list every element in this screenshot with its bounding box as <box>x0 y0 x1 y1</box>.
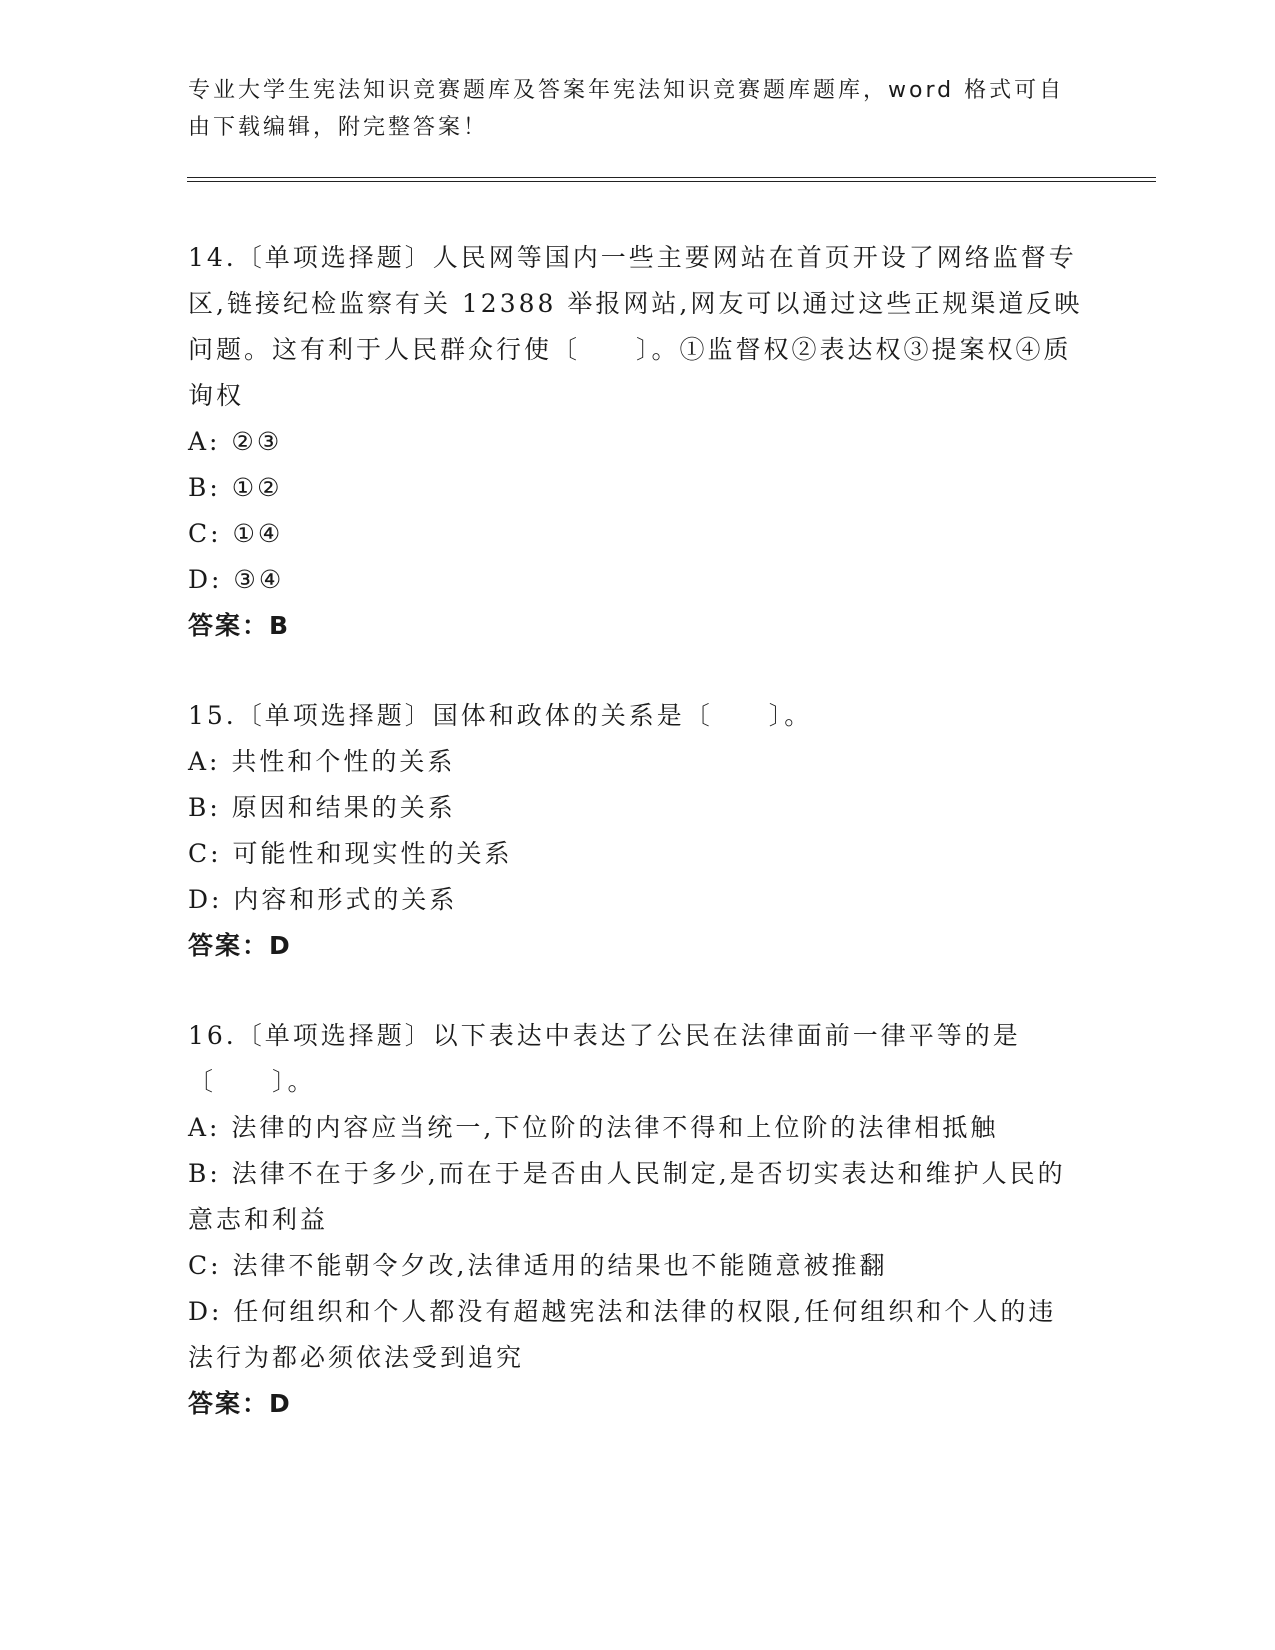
question-text: 16.〔单项选择题〕以下表达中表达了公民在法律面前一律平等的是〔 〕。 <box>188 1021 1021 1096</box>
option-a: A: 法律的内容应当统一,下位阶的法律不得和上位阶的法律相抵触 <box>188 1113 999 1142</box>
page-header: 专业大学生宪法知识竞赛题库及答案年宪法知识竞赛题库题库，word 格式可自由下载编辑，附完整答案！ <box>188 78 1065 140</box>
option-b: B: 法律不在于多少,而在于是否由人民制定,是否切实表达和维护人民的意志和利益 <box>188 1159 1066 1234</box>
option-d: D: 内容和形式的关系 <box>188 885 458 914</box>
answer: 答案：D <box>188 1389 292 1418</box>
question-16 <box>188 1013 1083 1427</box>
question-list <box>188 235 1083 1427</box>
question-14 <box>188 235 1083 649</box>
option-c: C: 法律不能朝令夕改,法律适用的结果也不能随意被推翻 <box>188 1251 888 1280</box>
option-c: C: ①④ <box>188 519 284 548</box>
option-d: D: ③④ <box>188 565 285 594</box>
answer: 答案：B <box>188 611 291 640</box>
option-c: C: 可能性和现实性的关系 <box>188 839 513 868</box>
question-text: 14.〔单项选择题〕人民网等国内一些主要网站在首页开设了网络监督专区,链接纪检监察有关 12388 举报网站,网友可以通过这些正规渠道反映问题。这有利于人民群众行使〔 〕。①监督权②表达权③提案权④质询权 <box>188 243 1083 410</box>
option-d: D: 任何组织和个人都没有超越宪法和法律的权限,任何组织和个人的违法行为都必须依法受到追究 <box>188 1297 1057 1372</box>
option-a: A: ②③ <box>188 427 283 456</box>
option-b: B: 原因和结果的关系 <box>188 793 456 822</box>
question-15 <box>188 693 1083 969</box>
question-text: 15.〔单项选择题〕国体和政体的关系是〔 〕。 <box>188 701 813 730</box>
answer: 答案：D <box>188 931 292 960</box>
header-divider <box>187 177 1156 182</box>
option-b: B: ①② <box>188 473 283 502</box>
option-a: A: 共性和个性的关系 <box>188 747 456 776</box>
